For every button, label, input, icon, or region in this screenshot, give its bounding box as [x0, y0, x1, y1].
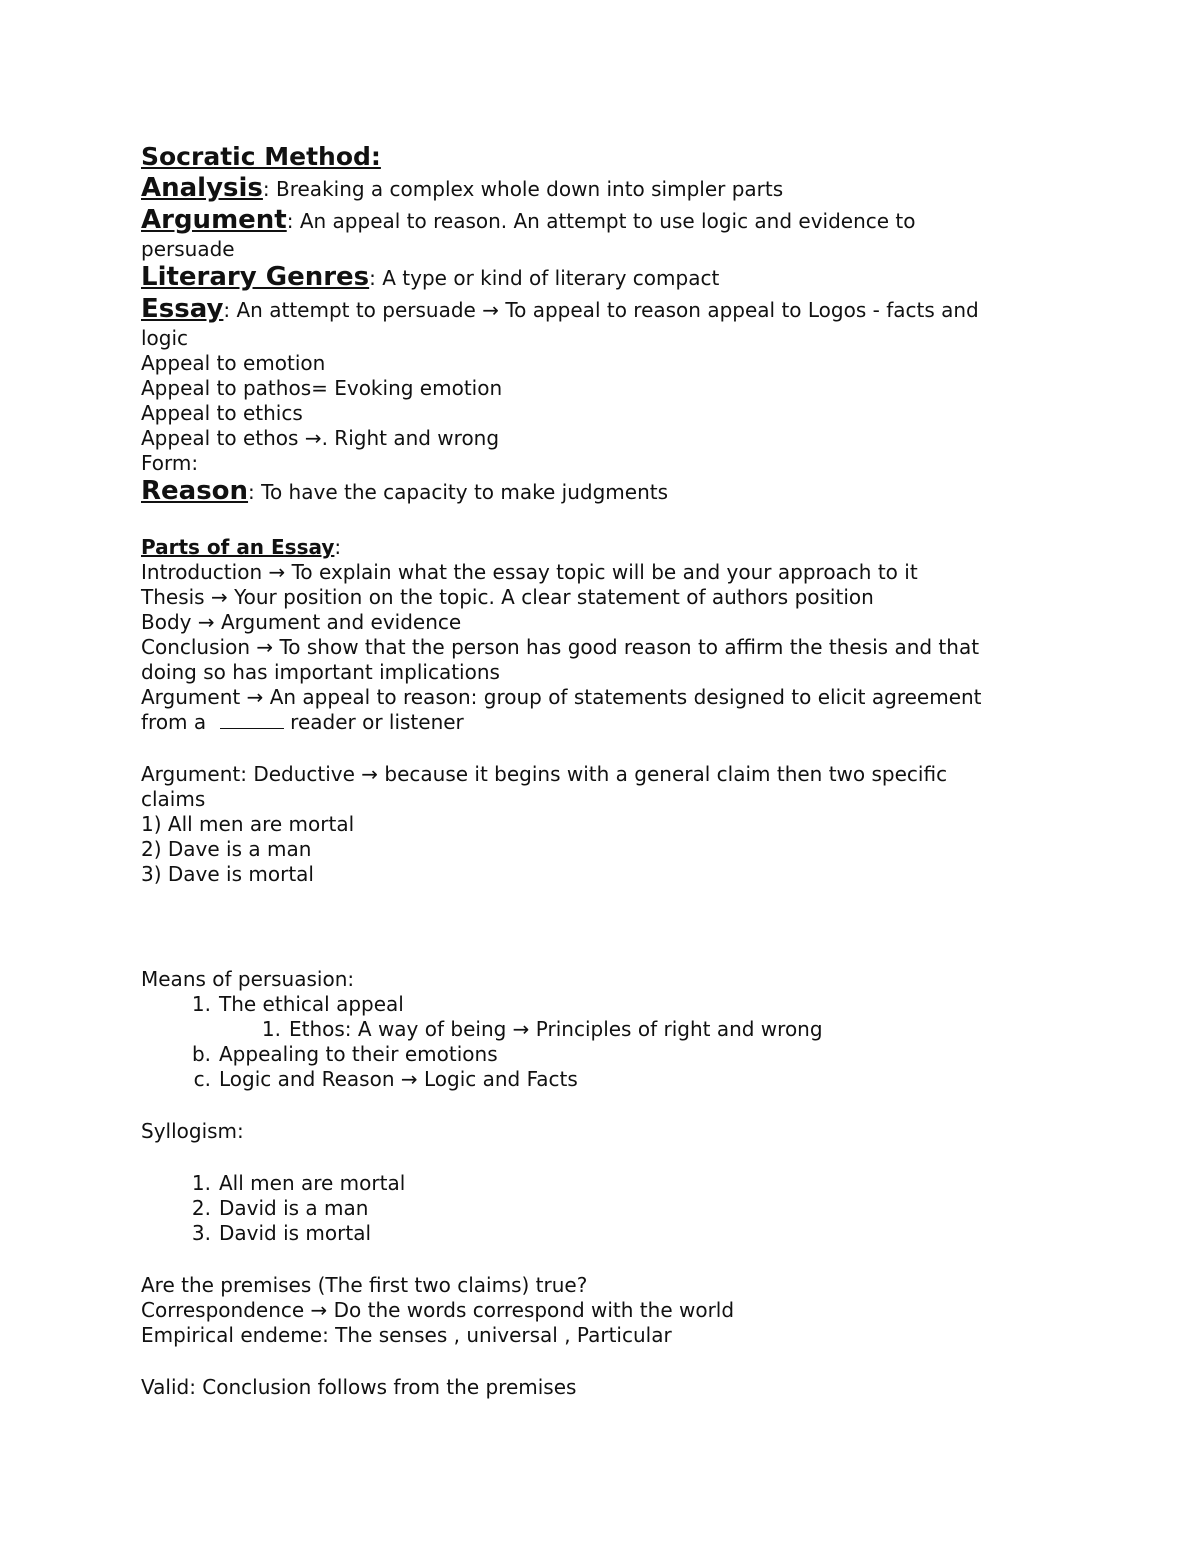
definition-analysis [141, 173, 1091, 205]
appeal-line: Appeal to pathos= Evoking emotion [141, 376, 503, 400]
list-marker: 1. [191, 1171, 211, 1195]
list-marker: 3. [191, 1221, 211, 1245]
definition-reason [141, 476, 1091, 508]
parts-line: Thesis → Your position on the topic. A clear statement of authors position [141, 585, 874, 609]
parts-line: Introduction → To explain what the essay topic will be and your approach to it [141, 560, 918, 584]
premises-line: Are the premises (The first two claims) true? [141, 1273, 588, 1297]
parts-line: doing so has important implications [141, 660, 500, 684]
deductive-line: claims [141, 787, 206, 811]
deductive-item: 3) Dave is mortal [141, 862, 314, 886]
syllogism-item [141, 1221, 1091, 1246]
syllogism-item-text: David is mortal [219, 1221, 372, 1245]
definition-essay-text: : An attempt to persuade → To appeal to reason appeal to Logos - facts and [223, 298, 979, 322]
premises-line: Empirical endeme: The senses , universal , Particular [141, 1323, 672, 1347]
fill-in-blank [220, 712, 284, 729]
premises-line: Correspondence → Do the words correspond with the world [141, 1298, 735, 1322]
persuasion-item-text: Ethos: A way of being → Principles of right and wrong [289, 1017, 823, 1041]
form-label: Form: [141, 451, 199, 475]
list-marker: 2. [191, 1196, 211, 1220]
parts-line: Body → Argument and evidence [141, 610, 462, 634]
term-essay: Essay [141, 294, 224, 324]
parts-blank-line [141, 710, 1091, 735]
deductive-line: Argument: Deductive → because it begins with a general claim then two specific [141, 762, 948, 786]
list-marker: 1. [191, 992, 211, 1016]
persuasion-item [141, 1067, 1091, 1092]
syllogism-item [141, 1171, 1091, 1196]
list-marker: b. [191, 1042, 211, 1066]
definition-essay [141, 294, 1091, 326]
deductive-item: 1) All men are mortal [141, 812, 355, 836]
definition-argument-cont: persuade [141, 237, 235, 261]
from-a-text: from a [141, 710, 207, 734]
persuasion-subitem [141, 1017, 1091, 1042]
persuasion-item-text: Logic and Reason → Logic and Facts [219, 1067, 578, 1091]
definition-argument-text: : An appeal to reason. An attempt to use logic and evidence to [286, 209, 916, 233]
appeal-line: Appeal to ethos →. Right and wrong [141, 426, 500, 450]
syllogism-item-text: David is a man [219, 1196, 369, 1220]
reader-text: reader or listener [290, 710, 464, 734]
term-argument: Argument [141, 205, 287, 235]
persuasion-heading: Means of persuasion: [141, 967, 355, 991]
definition-essay-cont: logic [141, 326, 189, 350]
definition-analysis-text: : Breaking a complex whole down into simpler parts [262, 177, 784, 201]
syllogism-heading: Syllogism: [141, 1119, 244, 1143]
document-page [141, 141, 1091, 1400]
parts-heading-line [141, 535, 1091, 560]
persuasion-item-text: The ethical appeal [219, 992, 404, 1016]
parts-heading: Parts of an Essay [141, 535, 335, 559]
parts-heading-colon: : [334, 535, 342, 559]
definition-argument [141, 205, 1091, 237]
persuasion-item [141, 992, 1091, 1017]
persuasion-item [141, 1042, 1091, 1067]
list-marker: c. [193, 1067, 211, 1091]
term-reason: Reason [141, 476, 249, 506]
definition-reason-text: : To have the capacity to make judgments [248, 480, 669, 504]
definition-literary-genres [141, 262, 1091, 294]
syllogism-item [141, 1196, 1091, 1221]
parts-line: Argument → An appeal to reason: group of statements designed to elicit agreement [141, 685, 982, 709]
valid-line: Valid: Conclusion follows from the premises [141, 1375, 577, 1399]
list-marker: 1. [261, 1017, 281, 1041]
deductive-item: 2) Dave is a man [141, 837, 312, 861]
page-title: Socratic Method: [141, 142, 381, 171]
persuasion-item-text: Appealing to their emotions [219, 1042, 498, 1066]
definition-literary-genres-text: : A type or kind of literary compact [369, 266, 720, 290]
appeal-line: Appeal to emotion [141, 351, 326, 375]
parts-line: Conclusion → To show that the person has good reason to affirm the thesis and that [141, 635, 980, 659]
term-analysis: Analysis [141, 173, 263, 203]
syllogism-item-text: All men are mortal [219, 1171, 406, 1195]
appeal-line: Appeal to ethics [141, 401, 303, 425]
term-literary-genres: Literary Genres [141, 262, 370, 292]
